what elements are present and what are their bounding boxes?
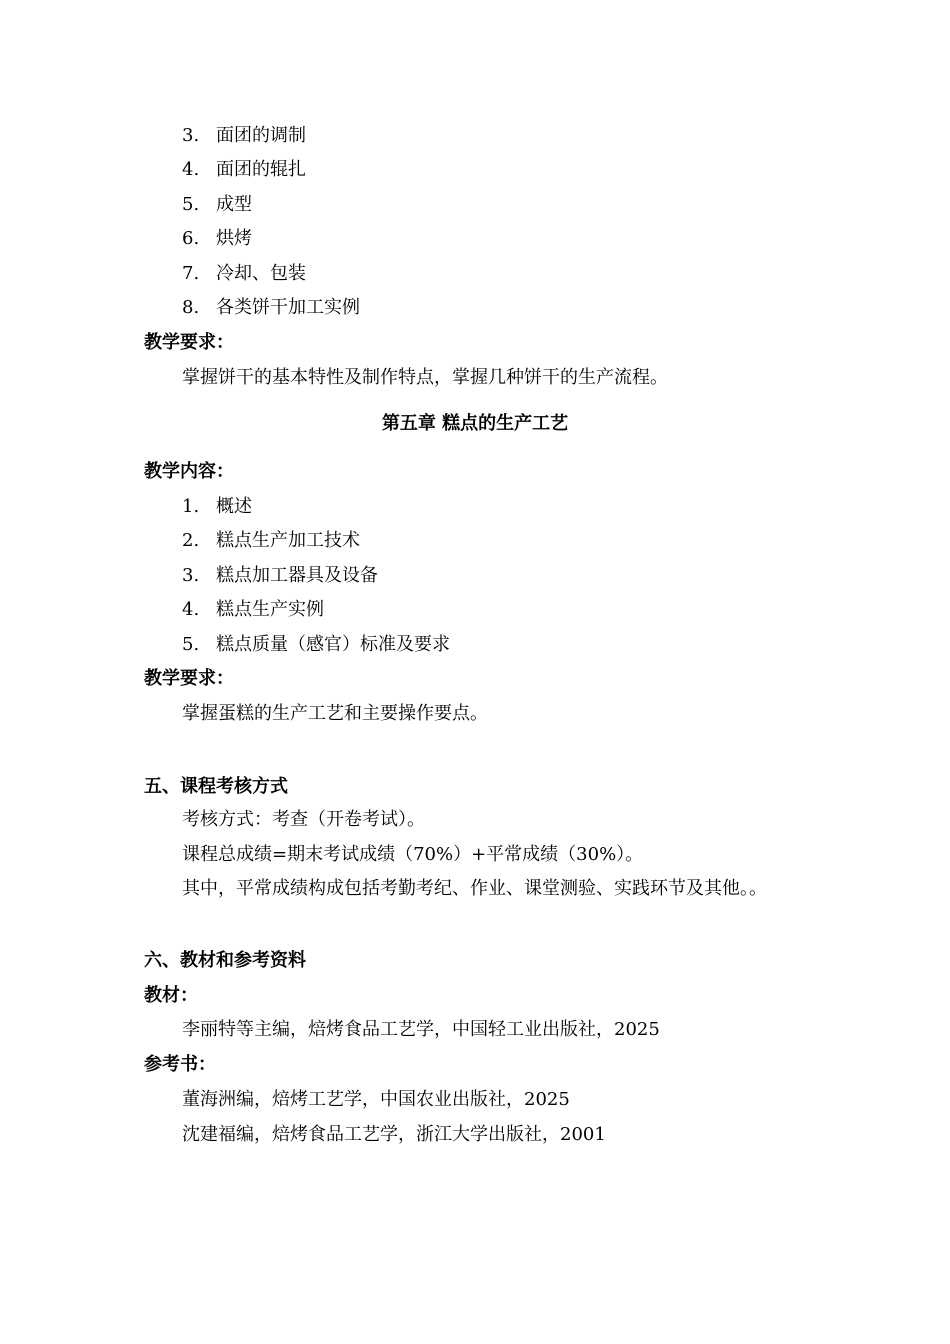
section-title: 五、课程考核方式 — [144, 776, 288, 797]
list-item: 4. 糕点生产实例 — [182, 599, 324, 620]
teaching-requirements-label: 教学要求： — [144, 332, 234, 353]
teaching-requirements-text: 掌握饼干的基本特性及制作特点，掌握几种饼干的生产流程。 — [182, 367, 668, 388]
paragraph: 考核方式：考查（开卷考试）。 — [182, 809, 425, 830]
paragraph: 课程总成绩=期末考试成绩（70%）+平常成绩（30%）。 — [182, 844, 644, 865]
list-item: 7. 冷却、包装 — [182, 263, 306, 284]
section-title: 六、教材和参考资料 — [144, 950, 306, 971]
list-item: 6. 烘烤 — [182, 228, 252, 249]
list-item: 1. 概述 — [182, 496, 252, 517]
list-item: 4. 面团的辊扎 — [182, 159, 306, 180]
textbook-label: 教材： — [144, 985, 198, 1006]
chapter-title: 第五章 糕点的生产工艺 — [381, 413, 569, 434]
reference-entry: 沈建福编，焙烤食品工艺学，浙江大学出版社，2001 — [182, 1124, 606, 1145]
list-item: 3. 面团的调制 — [182, 125, 306, 146]
paragraph: 其中，平常成绩构成包括考勤考纪、作业、课堂测验、实践环节及其他。。 — [182, 878, 767, 899]
reference-entry: 董海洲编，焙烤工艺学，中国农业出版社，2025 — [182, 1089, 570, 1110]
reference-label: 参考书： — [144, 1054, 216, 1075]
list-item: 5. 糕点质量（感官）标准及要求 — [182, 634, 450, 655]
teaching-requirements-text: 掌握蛋糕的生产工艺和主要操作要点。 — [182, 703, 488, 724]
teaching-content-label: 教学内容： — [144, 461, 234, 482]
teaching-requirements-label: 教学要求： — [144, 668, 234, 689]
list-item: 8. 各类饼干加工实例 — [182, 297, 360, 318]
list-item: 5. 成型 — [182, 194, 252, 215]
list-item: 3. 糕点加工器具及设备 — [182, 565, 378, 586]
list-item: 2. 糕点生产加工技术 — [182, 530, 360, 551]
textbook-entry: 李丽特等主编，焙烤食品工艺学，中国轻工业出版社，2025 — [182, 1019, 660, 1040]
